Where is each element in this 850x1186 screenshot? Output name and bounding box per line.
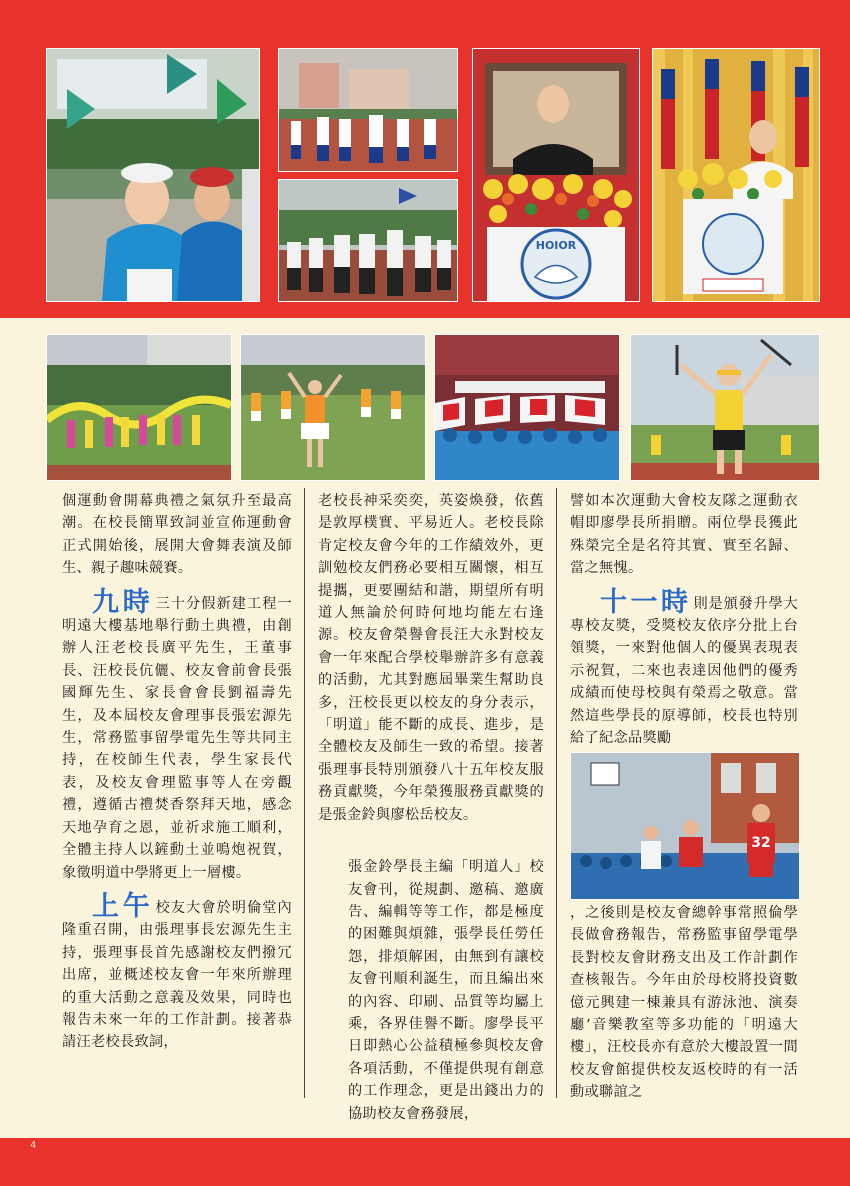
paragraph: ，之後則是校友會總幹事常照倫學長做會務報告，常務監事留學電學長對校友會財務支出及工作計劃作查核報告。今年由於母校將投資數億元興建一棟兼具有游泳池、演奏廳‘音樂教室等多功能的「明遠大樓」，汪校長亦有意於大樓設置一間校友會館提供校友返校時的有一活動或聯誼之 — [570, 905, 798, 1101]
paragraph: 個運動會開幕典禮之氣氛升至最高潮。在校長簡單致詞並宣佈運動會正式開始後，展開大會舞表演及師生、親子趣味競賽。 — [62, 493, 292, 577]
article-column-1 — [62, 490, 292, 1054]
paragraph — [62, 890, 293, 1054]
paragraph: 譬如本次運動大會校友隊之運動衣帽即廖學長所捐贈。兩位學長獲此殊榮完全是名符其實、實至名歸、當之無愧。 — [570, 493, 798, 577]
photo-baton-dancer — [630, 334, 820, 481]
photo-dragon-dance — [46, 334, 232, 481]
time-heading: 九時 — [92, 586, 154, 618]
photo-stand-performance — [434, 334, 620, 481]
article-column-3-continued — [570, 902, 798, 1104]
paragraph-text: 校友大會於明倫堂內隆重召開，由張理事長宏源先生主持，張理事長首先感謝校友們撥冗出席，並概述校友會一年來所辦理的重大活動之意義及效果，同時也報告未來一年的工作計劃。接著恭請汪老校長致詞， — [62, 899, 293, 1051]
jersey-number: 32 — [751, 835, 771, 851]
paragraph-text: 則是頒發升學大專校友獎，受獎校友依序分批上台領獎，一來對他個人的優異表現表示祝賀，二來也表達因他們的優秀成績而使母校與有榮焉之敬意。當然這些學長的原導師，校長也特別給了紀念品獎勵 — [570, 595, 798, 747]
time-heading: 上午 — [92, 890, 154, 922]
paragraph — [570, 586, 798, 750]
photo-flag-march — [278, 179, 458, 302]
photo-speaker-flags — [652, 48, 820, 302]
article-column-3 — [570, 490, 798, 749]
photo-principal-podium — [472, 48, 640, 302]
time-heading: 十一時 — [600, 586, 692, 618]
column-divider — [556, 488, 557, 1098]
photo-track-runners — [278, 48, 458, 172]
article-column-2 — [318, 490, 544, 1125]
bottom-red-band — [0, 1138, 850, 1186]
photo-alumni-team-leaders — [46, 48, 260, 302]
paragraph: 老校長神采奕奕，英姿煥發，依舊是敦厚樸實、平易近人。老校長除肯定校友會今年的工作績效外，更訓勉校友們務必要相互關懷，相互提攜，更要團結和諧，期望所有明道人無論於何時何地均能左右逢源。校友會榮譽會長汪大永對校友會一年來配合學校舉辦許多有意義的活動，尤其對應屆畢業生幫助良多，汪校長更以校友的身分表示，「明道」能不斷的成長、進步，是全體校友及師生一致的希望。接著張理事長特別頒發八十五年校友服務貢獻獎，今年榮獲服務貢獻獎的是張金鈴與廖松岳校友。 — [318, 493, 544, 823]
page-number: 4 — [30, 1140, 37, 1151]
column-divider — [304, 488, 305, 1098]
paragraph: 張金鈴學長主編「明道人」校友會刊，從規劃、邀稿、邀廣告、編輯等等工作，都是極度的困難與煩雜，張學長任勞任怨，排煩解困，由無到有讓校友會刊順利誕生，而且編出來的內容、印刷、品質等均屬上乘，各界佳譽不斷。廖學長平日即熱心公益積極參與校友會各項活動，不僅提供現有創意的工作理念，更是出錢出力的協助校友會務發展， — [348, 859, 544, 1122]
podium-emblem-text: HOIOR — [535, 239, 577, 252]
photo-basketball-game — [570, 752, 800, 900]
paragraph — [62, 586, 293, 884]
photo-cheer-dance — [240, 334, 426, 481]
paragraph-text: 三十分假新建工程一明遠大樓基地舉行動土典禮，由創辦人汪老校長廣平先生，王董事長、汪校長伉儷、校友會前會長張國輝先生、家長會會長劉福壽先生，及本屆校友會理事長張宏源先生，常務監事留學電先生等共同主持，在校師生代表，學生家長代表，及校友會理監事等人在旁觀禮，遵循古禮焚香祭拜天地，感念天地孕育之恩，並祈求施工順利，全體主持人以鏟動土並鳴炮祝賀，象徵明道中學將更上一層樓。 — [62, 595, 293, 881]
